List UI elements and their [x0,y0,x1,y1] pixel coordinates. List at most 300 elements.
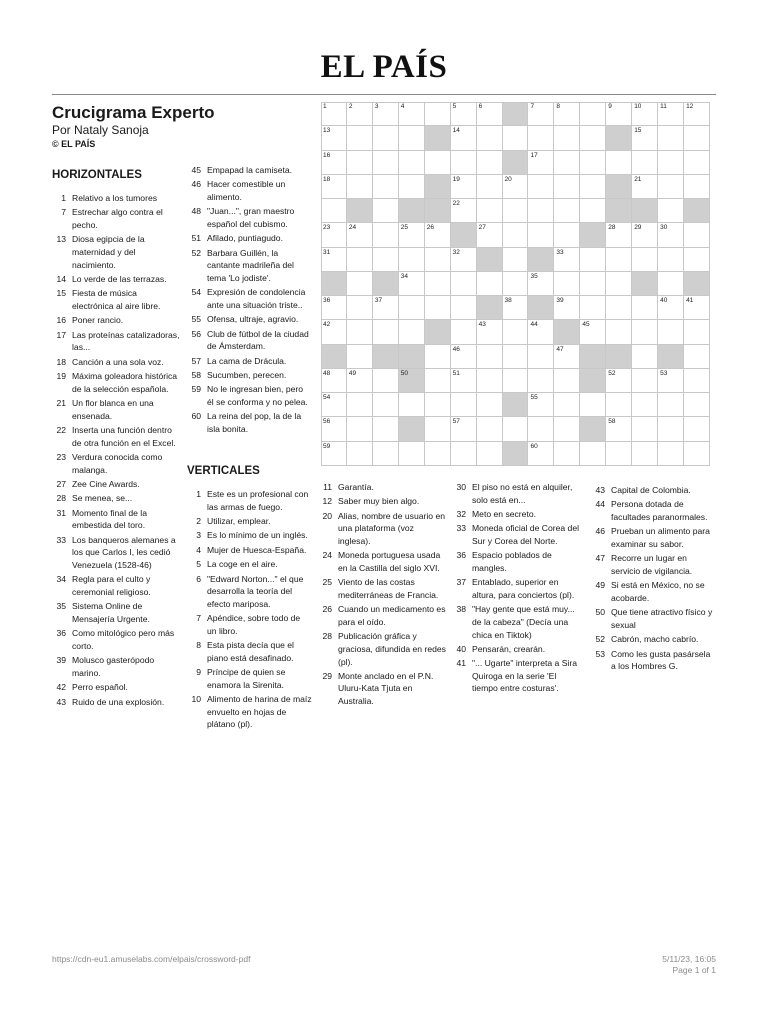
grid-cell[interactable] [528,102,554,126]
clue-item [455,522,583,547]
clue-number: 20 [322,510,332,521]
grid-cell[interactable] [554,223,580,247]
grid-block-cell [399,369,425,393]
grid-cell[interactable] [606,296,632,320]
clue-text: Lo verde de las terrazas. [72,273,167,284]
grid-cell[interactable] [528,320,554,344]
grid-cell[interactable] [347,175,373,199]
grid-cell[interactable] [632,126,658,150]
grid-cell[interactable] [373,199,399,223]
clue-text: Que tiene atractivo físico y sexual [611,607,713,630]
grid-cell[interactable] [321,320,347,344]
grid-cell[interactable] [425,442,451,466]
clue-text: Espacio poblados de mangles. [472,550,552,573]
grid-cell[interactable] [451,417,477,441]
clue-number: 33 [56,534,66,545]
grid-cell[interactable] [373,102,399,126]
grid-cell[interactable] [347,320,373,344]
clue-text: Persona dotada de facultades paranormales. [611,499,708,522]
grid-cell[interactable] [347,296,373,320]
grid-cell[interactable] [554,175,580,199]
clue-item [455,643,583,656]
grid-cell[interactable] [528,151,554,175]
clue-number: 35 [56,601,66,612]
grid-cell[interactable] [477,175,503,199]
grid-cell[interactable] [580,175,606,199]
grid-cell[interactable] [425,345,451,369]
grid-cell[interactable] [503,223,529,247]
clue-text: Como mitológico pero más corto. [72,628,175,651]
cell-number: 31 [323,248,331,256]
grid-cell[interactable] [503,126,529,150]
clue-number: 8 [196,640,201,651]
grid-cell[interactable] [321,126,347,150]
grid-cell[interactable] [606,272,632,296]
grid-cell[interactable] [373,442,399,466]
grid-cell[interactable] [684,345,710,369]
grid-cell[interactable] [606,417,632,441]
clue-text: Máxima goleadora histórica de la selección española. [72,371,178,394]
grid-cell[interactable] [554,126,580,150]
grid-cell[interactable] [477,223,503,247]
grid-cell[interactable] [684,320,710,344]
clue-number: 7 [196,613,201,624]
grid-cell[interactable] [477,151,503,175]
grid-cell[interactable] [658,199,684,223]
grid-cell[interactable] [554,417,580,441]
grid-cell[interactable] [451,175,477,199]
clue-text: Sistema Online de Mensajería Urgente. [72,601,150,624]
grid-cell[interactable] [477,369,503,393]
grid-cell[interactable] [684,248,710,272]
clue-number: 30 [456,482,466,492]
grid-cell[interactable] [451,199,477,223]
grid-cell[interactable] [425,296,451,320]
grid-cell[interactable] [347,151,373,175]
grid-cell[interactable] [321,199,347,223]
grid-cell[interactable] [503,248,529,272]
clue-item [187,544,312,557]
cell-number: 28 [608,224,616,232]
grid-cell[interactable] [528,126,554,150]
grid-cell[interactable] [503,296,529,320]
grid-cell[interactable] [347,442,373,466]
clue-text: Un flor blanca en una ensenada. [72,398,154,421]
grid-cell[interactable] [528,175,554,199]
grid-cell[interactable] [373,223,399,247]
grid-cell[interactable] [399,175,425,199]
grid-cell[interactable] [373,320,399,344]
cell-number: 50 [400,369,409,377]
clue-text: La reina del pop, la de la isla bonita. [207,411,302,435]
clue-text: La coge en el aire. [207,559,278,570]
clue-text: Poner rancio. [72,315,124,326]
grid-cell[interactable] [321,102,347,126]
clue-item [187,247,312,285]
clue-text: Entablado, superior en altura, para conciertos (pl). [472,577,575,600]
grid-cell[interactable] [451,345,477,369]
grid-cell[interactable] [658,417,684,441]
grid-cell[interactable] [321,223,347,247]
clue-number: 42 [56,682,66,693]
grid-cell[interactable] [451,126,477,150]
clue-text: La cama de Drácula. [207,355,287,366]
grid-cell[interactable] [347,272,373,296]
grid-cell[interactable] [684,175,710,199]
grid-cell[interactable] [606,442,632,466]
el-pais-logo: EL PAÍS [320,49,448,85]
grid-cell[interactable] [658,102,684,126]
cell-number: 21 [634,175,642,183]
clue-item [321,603,446,628]
clue-item [52,314,180,327]
clue-text: Si está en México, no se acobarde. [611,580,705,603]
cell-number: 8 [556,103,561,110]
grid-cell[interactable] [477,126,503,150]
clue-text: Inserta una función dentro de otra función en el Excel. [72,425,176,448]
across-clues-column-2 [187,164,312,437]
clue-number: 2 [196,515,201,526]
grid-cell[interactable] [503,320,529,344]
cell-number: 32 [452,248,460,256]
grid-cell[interactable] [684,102,710,126]
clue-item [187,573,312,611]
grid-cell[interactable] [554,442,580,466]
grid-cell[interactable] [451,442,477,466]
clue-item [52,192,180,205]
down-clues-column-4 [592,484,716,675]
grid-cell[interactable] [658,175,684,199]
clue-text: Molusco gasterópodo marino. [72,655,155,678]
grid-block-cell [684,199,710,223]
grid-cell[interactable] [321,175,347,199]
grid-cell[interactable] [606,369,632,393]
grid-block-cell [658,345,684,369]
grid-cell[interactable] [373,151,399,175]
grid-cell[interactable] [554,102,580,126]
grid-block-cell [580,417,606,441]
clue-number: 26 [322,604,332,615]
grid-cell[interactable] [321,248,347,272]
grid-cell[interactable] [399,151,425,175]
grid-block-cell [373,272,399,296]
grid-cell[interactable] [632,417,658,441]
grid-cell[interactable] [580,126,606,150]
grid-cell[interactable] [321,393,347,417]
grid-cell[interactable] [477,393,503,417]
grid-cell[interactable] [477,442,503,466]
grid-cell[interactable] [528,393,554,417]
grid-cell[interactable] [606,248,632,272]
clue-item [321,510,446,548]
clue-text: Fiesta de música electrónica al aire libre. [72,288,161,311]
grid-cell[interactable] [425,393,451,417]
grid-cell[interactable] [528,199,554,223]
grid-block-cell [606,345,632,369]
grid-cell[interactable] [425,223,451,247]
grid-cell[interactable] [451,102,477,126]
grid-cell[interactable] [632,223,658,247]
clue-text: Apéndice, sobre todo de un libro. [207,613,301,636]
grid-cell[interactable] [658,393,684,417]
grid-cell[interactable] [347,223,373,247]
grid-cell[interactable] [425,369,451,393]
grid-cell[interactable] [684,393,710,417]
grid-cell[interactable] [554,296,580,320]
grid-cell[interactable] [632,345,658,369]
cell-number: 52 [608,369,616,377]
clue-number: 11 [323,482,332,492]
grid-block-cell [580,223,606,247]
clue-text: "Hay gente que está muy... de la cabeza" (Decía una chica en Tiktok) [472,604,575,640]
grid-cell[interactable] [373,248,399,272]
grid-cell[interactable] [425,272,451,296]
grid-cell[interactable] [503,175,529,199]
grid-cell[interactable] [347,417,373,441]
grid-cell[interactable] [580,393,606,417]
cell-number: 48 [323,369,331,377]
grid-cell[interactable] [658,151,684,175]
clue-number: 41 [456,658,466,669]
grid-cell[interactable] [477,320,503,344]
cell-number: 46 [452,345,460,353]
clue-item [592,498,716,523]
grid-cell[interactable] [321,369,347,393]
grid-cell[interactable] [399,248,425,272]
grid-cell[interactable] [503,417,529,441]
grid-block-cell [451,223,477,247]
grid-cell[interactable] [606,320,632,344]
clue-number: 22 [56,425,66,436]
grid-cell[interactable] [373,369,399,393]
grid-block-cell [503,102,529,126]
clue-number: 44 [595,499,605,510]
clue-number: 55 [191,314,201,325]
clue-number: 49 [595,580,605,591]
grid-cell[interactable] [321,151,347,175]
clue-item [52,507,180,532]
cell-number: 24 [348,224,357,232]
grid-cell[interactable] [632,296,658,320]
copyright-notice: © EL PAÍS [52,139,96,149]
grid-cell[interactable] [373,175,399,199]
cell-number: 49 [348,369,357,377]
clue-item [592,648,716,673]
grid-cell[interactable] [580,199,606,223]
grid-cell[interactable] [528,223,554,247]
grid-cell[interactable] [658,248,684,272]
grid-cell[interactable] [606,223,632,247]
grid-cell[interactable] [451,369,477,393]
clue-text: Capital de Colombia. [611,485,691,495]
grid-cell[interactable] [554,369,580,393]
grid-cell[interactable] [425,151,451,175]
grid-cell[interactable] [658,223,684,247]
grid-cell[interactable] [399,272,425,296]
grid-cell[interactable] [373,126,399,150]
clue-number: 12 [322,496,332,507]
grid-cell[interactable] [554,199,580,223]
grid-cell[interactable] [399,223,425,247]
grid-cell[interactable] [632,175,658,199]
grid-cell[interactable] [477,102,503,126]
grid-cell[interactable] [580,296,606,320]
grid-cell[interactable] [580,102,606,126]
grid-cell[interactable] [554,248,580,272]
grid-cell[interactable] [658,126,684,150]
grid-cell[interactable] [347,345,373,369]
grid-cell[interactable] [321,417,347,441]
grid-cell[interactable] [658,320,684,344]
grid-cell[interactable] [580,442,606,466]
grid-block-cell [425,126,451,150]
grid-cell[interactable] [425,248,451,272]
grid-cell[interactable] [373,417,399,441]
clue-text: Prueban un alimento para examinar su sabor. [611,526,710,549]
grid-cell[interactable] [451,296,477,320]
grid-cell[interactable] [554,151,580,175]
clue-item [187,286,312,311]
grid-cell[interactable] [321,296,347,320]
clue-number: 32 [456,508,466,519]
grid-cell[interactable] [632,393,658,417]
cell-number: 5 [452,103,457,110]
clue-number: 38 [456,604,466,615]
grid-cell[interactable] [399,393,425,417]
grid-cell[interactable] [606,151,632,175]
clue-item [321,481,446,494]
grid-cell[interactable] [632,248,658,272]
grid-cell[interactable] [399,296,425,320]
grid-cell[interactable] [451,248,477,272]
clue-item [187,558,312,571]
grid-cell[interactable] [373,393,399,417]
grid-cell[interactable] [684,369,710,393]
grid-cell[interactable] [347,248,373,272]
grid-cell[interactable] [554,345,580,369]
grid-cell[interactable] [347,126,373,150]
clue-text: Momento final de la embestida del toro. [72,507,147,531]
clue-number: 39 [56,655,66,666]
grid-cell[interactable] [632,442,658,466]
grid-cell[interactable] [528,345,554,369]
clue-item [52,534,180,572]
grid-cell[interactable] [684,223,710,247]
grid-cell[interactable] [399,102,425,126]
grid-cell[interactable] [554,393,580,417]
clue-item [52,478,180,491]
clue-number: 14 [56,273,66,284]
grid-cell[interactable] [528,369,554,393]
grid-cell[interactable] [684,417,710,441]
grid-cell[interactable] [503,272,529,296]
clue-number: 50 [595,607,605,618]
cell-number: 20 [504,175,512,183]
grid-cell[interactable] [658,369,684,393]
grid-cell[interactable] [477,345,503,369]
grid-cell[interactable] [399,126,425,150]
grid-block-cell [503,151,529,175]
clue-number: 1 [196,489,201,499]
grid-cell[interactable] [451,272,477,296]
grid-cell[interactable] [451,393,477,417]
grid-cell[interactable] [528,272,554,296]
grid-cell[interactable] [580,248,606,272]
clue-number: 15 [56,288,66,299]
grid-cell[interactable] [399,320,425,344]
grid-cell[interactable] [451,320,477,344]
grid-cell[interactable] [347,102,373,126]
cell-number: 13 [323,127,331,135]
grid-cell[interactable] [580,272,606,296]
cell-number: 4 [400,103,405,110]
clue-text: Saber muy bien algo. [338,496,420,507]
grid-cell[interactable] [528,417,554,441]
grid-cell[interactable] [606,102,632,126]
grid-cell[interactable] [373,296,399,320]
grid-cell[interactable] [554,272,580,296]
grid-cell[interactable] [528,442,554,466]
clue-text: Príncipe de quien se enamora la Sirenita. [207,667,286,690]
clue-item [52,600,180,625]
grid-cell[interactable] [425,417,451,441]
grid-cell[interactable] [684,126,710,150]
grid-cell[interactable] [425,102,451,126]
cell-number: 11 [660,103,667,110]
grid-cell[interactable] [632,102,658,126]
clue-number: 46 [191,179,201,190]
grid-cell[interactable] [684,151,710,175]
grid-cell[interactable] [658,272,684,296]
cell-number: 9 [608,103,612,110]
clue-item [187,515,312,528]
grid-cell[interactable] [347,369,373,393]
clue-text: Empapad la camiseta. [207,165,293,175]
grid-cell[interactable] [632,320,658,344]
grid-cell[interactable] [347,393,373,417]
grid-cell[interactable] [477,199,503,223]
clue-text: Es lo mínimo de un inglés. [207,530,308,541]
grid-cell[interactable] [684,296,710,320]
clue-item [187,178,312,203]
clue-text: Expresión de condolencia ante una situación triste.. [207,287,306,310]
grid-cell[interactable] [684,442,710,466]
grid-cell[interactable] [477,417,503,441]
grid-cell[interactable] [399,442,425,466]
grid-cell[interactable] [580,151,606,175]
grid-cell[interactable] [606,393,632,417]
grid-cell[interactable] [658,442,684,466]
grid-cell[interactable] [503,199,529,223]
clue-number: 28 [56,493,66,504]
grid-cell[interactable] [580,320,606,344]
grid-cell[interactable] [477,272,503,296]
cell-number: 34 [400,272,409,280]
clue-number: 34 [56,574,66,585]
grid-cell[interactable] [503,369,529,393]
grid-block-cell [425,175,451,199]
grid-cell[interactable] [451,151,477,175]
cell-number: 39 [556,297,564,305]
clue-number: 4 [196,544,201,555]
clue-item [455,576,583,601]
grid-cell[interactable] [632,369,658,393]
grid-cell[interactable] [632,151,658,175]
grid-cell[interactable] [321,442,347,466]
clue-number: 53 [595,648,605,659]
grid-cell[interactable] [658,296,684,320]
grid-cell[interactable] [503,345,529,369]
